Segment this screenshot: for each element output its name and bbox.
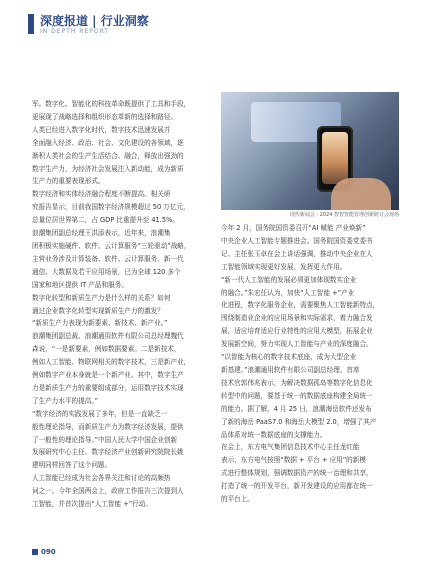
paragraph-line: 般性理论指导，而新质生产力为数字经济发展，提供 bbox=[32, 422, 184, 431]
paragraph-line: 通过企业数字化转型实现新质生产力的激发？ bbox=[32, 306, 164, 315]
paragraph-line: 数字化转型和新质生产力是什么样的关系？如何 bbox=[32, 293, 171, 302]
paragraph-line: 通信、大数据及若干应用场景，已为全球 120 多个 bbox=[32, 267, 181, 276]
paragraph-line: 总量位居世界第二，占 GDP 比重提升至 41.5%。 bbox=[32, 216, 179, 225]
paragraph-line: 工智能，并首次提出“人工智能 +”行动。 bbox=[32, 500, 152, 509]
event-photo bbox=[221, 92, 399, 210]
section-title: 深度报道 | 行业洞察 bbox=[40, 14, 149, 28]
paragraph-line: 了生产力水平的提高。” bbox=[32, 396, 99, 405]
paragraph-line: “数字经济的实践发展了多年，但是一直缺乏一 bbox=[32, 409, 168, 418]
paragraph-line: “新质生产力表现为新要素、新技术、新产业。” bbox=[32, 319, 168, 328]
paragraph-line: 围绕制造业企业的应用场景和实际需求，着力融合发 bbox=[221, 314, 373, 323]
paragraph-line: 的平台上。 bbox=[221, 495, 254, 504]
paragraph-line: 浪潮集团副总裁、浪潮通用软件有限公司总经理魏代 bbox=[32, 332, 184, 341]
photo-caption: 现代新闻会 · 2024 智智智能管理创新研讨会现场 bbox=[289, 212, 399, 218]
paragraph-line: 在会上，东方电气集团信息技术中心主任龙红能 bbox=[221, 443, 360, 452]
right-text-column bbox=[221, 222, 399, 506]
paragraph-line: 军。数字化、智能化的科技革命既提供了工具和手段， bbox=[32, 100, 191, 108]
paragraph-line: 例如人工智能、物联网相关的数字技术，三是新产业， bbox=[32, 358, 191, 367]
paragraph-line: 森说，“一是新要素，例如数据要素。二是新技术， bbox=[32, 345, 181, 354]
paragraph-line: 浪潮集团副总经理王洪添表示，近年来，浪潮集 bbox=[32, 229, 171, 238]
paragraph-line: 中央企业人工智能专题推进会。国务院国资委党委书 bbox=[221, 236, 373, 245]
paragraph-line: 品体系对统一数据底座的支撑能力。 bbox=[221, 430, 327, 439]
paragraph-line: 发展新空间，努力实现人工智能与产业的深度融合。 bbox=[221, 340, 373, 349]
paragraph-line: 数字生产力，为经济社会发展注入新动能，成为新质 bbox=[32, 164, 184, 173]
paragraph-line: 词之一。今年全国两会上，政府工作报告三次提到人 bbox=[32, 487, 184, 496]
paragraph-line: 团积极实施硬件、软件、云计算服务“三轮驱动”战略， bbox=[32, 241, 191, 250]
left-text-column bbox=[32, 98, 212, 511]
paragraph-line: 新基建。”浪潮通用软件有限公司副总经理、首席 bbox=[221, 365, 360, 374]
paragraph-line: 的融合。”朱宏任认为，加快“人工智能 +”产业 bbox=[221, 288, 355, 297]
section-header bbox=[28, 10, 418, 40]
paragraph-line: 全面融入经济、政治、社会、文化建设的各领域，逐 bbox=[32, 138, 184, 147]
paragraph-line: “以智能为核心的数字技术底座，成为大型企业 bbox=[221, 353, 357, 362]
paragraph-line: 力是新质生产力的重要组成部分，运用数字技术实现 bbox=[32, 383, 184, 392]
paragraph-line: 记、主任张玉卓在会上讲话强调，推动中央企业在人 bbox=[221, 249, 373, 258]
paragraph-line: 式进行整体规划，强调数据资产的统一治理和共享， bbox=[221, 469, 373, 478]
paragraph-line: 国家和地区提供 IT 产品和服务。 bbox=[32, 280, 128, 289]
paragraph-line: 转型中的问题，要基于统一的数据底座构建全局统一 bbox=[221, 391, 373, 400]
paragraph-line: 展，适应培育适应行业特性的应用大模型，拓展企业 bbox=[221, 327, 373, 336]
page-number-text: 090 bbox=[41, 548, 56, 556]
paragraph-line: “新一代人工智能的发展必须更加体现数实企业 bbox=[221, 275, 357, 284]
paragraph-line: 了一般性的理论指导。”中国人民大学中国企业创新 bbox=[32, 435, 178, 444]
header-accent-bar bbox=[28, 14, 34, 34]
page-number bbox=[32, 548, 56, 556]
paragraph-line: 今年 2 月，国务院国资委召开“AI 赋能 产业焕新” bbox=[221, 224, 366, 232]
page-marker-icon bbox=[32, 549, 38, 555]
paragraph-line: 了新的海岳 PaaS7.0 和海岳大模型 2.0，增强了其产 bbox=[221, 417, 377, 426]
paragraph-line: 工智能领域实现更好发展、发挥更大作用。 bbox=[221, 262, 347, 271]
paragraph-line: 究报告显示，目前我国数字经济规模超过 50 万亿元， bbox=[32, 203, 190, 212]
paragraph-line: 人类已经进入数字化时代，数字技术迅速发展并 bbox=[32, 125, 171, 134]
hand bbox=[331, 178, 391, 210]
paragraph-line: 数字经济和实体经济融合程度不断提高。相关研 bbox=[32, 190, 171, 199]
paragraph-line: 更展现了战略选择和组织形态革新的选择和路径。 bbox=[32, 112, 178, 121]
paragraph-line: 生产力的重要表现形式。 bbox=[32, 177, 105, 186]
phone-display bbox=[322, 132, 348, 184]
paragraph-line: 主营业务涉及计算装备、软件、云计算服务、新一代 bbox=[32, 254, 184, 263]
paragraph-line: 的能力。据了解，4 月 25 日，浪潮海岳软件还发布 bbox=[221, 404, 372, 413]
paragraph-line: 人工智能已经成为社会各界关注和讨论的高频热 bbox=[32, 474, 171, 483]
paragraph-line: 例如数字产业本身就是一个新产业。其中，数字生产 bbox=[32, 371, 184, 380]
paragraph-line: 化进程，数字化服务企业，需要聚焦人工智能新特点， bbox=[221, 301, 380, 310]
paragraph-line: 建明同样回答了这个问题。 bbox=[32, 461, 112, 470]
paragraph-line: 发展研究中心主任、数字经济产业创新研究院院长姚 bbox=[32, 448, 184, 457]
paragraph-line: 技术官郭伟兆表示，为解决数据孤岛等数字化信息化 bbox=[221, 378, 373, 387]
paragraph-line: 渐积人类社会的生产生活结合、融合，释放出强劲的 bbox=[32, 151, 184, 160]
paragraph-line: 表示，东方电气按照“数据 + 平台 + 应用”的新模 bbox=[221, 456, 366, 465]
section-subtitle: IN DEPTH REPORT bbox=[40, 28, 109, 35]
paragraph-line: 打造了统一的开发平台，新开发建设的应用都在统一 bbox=[221, 482, 373, 491]
